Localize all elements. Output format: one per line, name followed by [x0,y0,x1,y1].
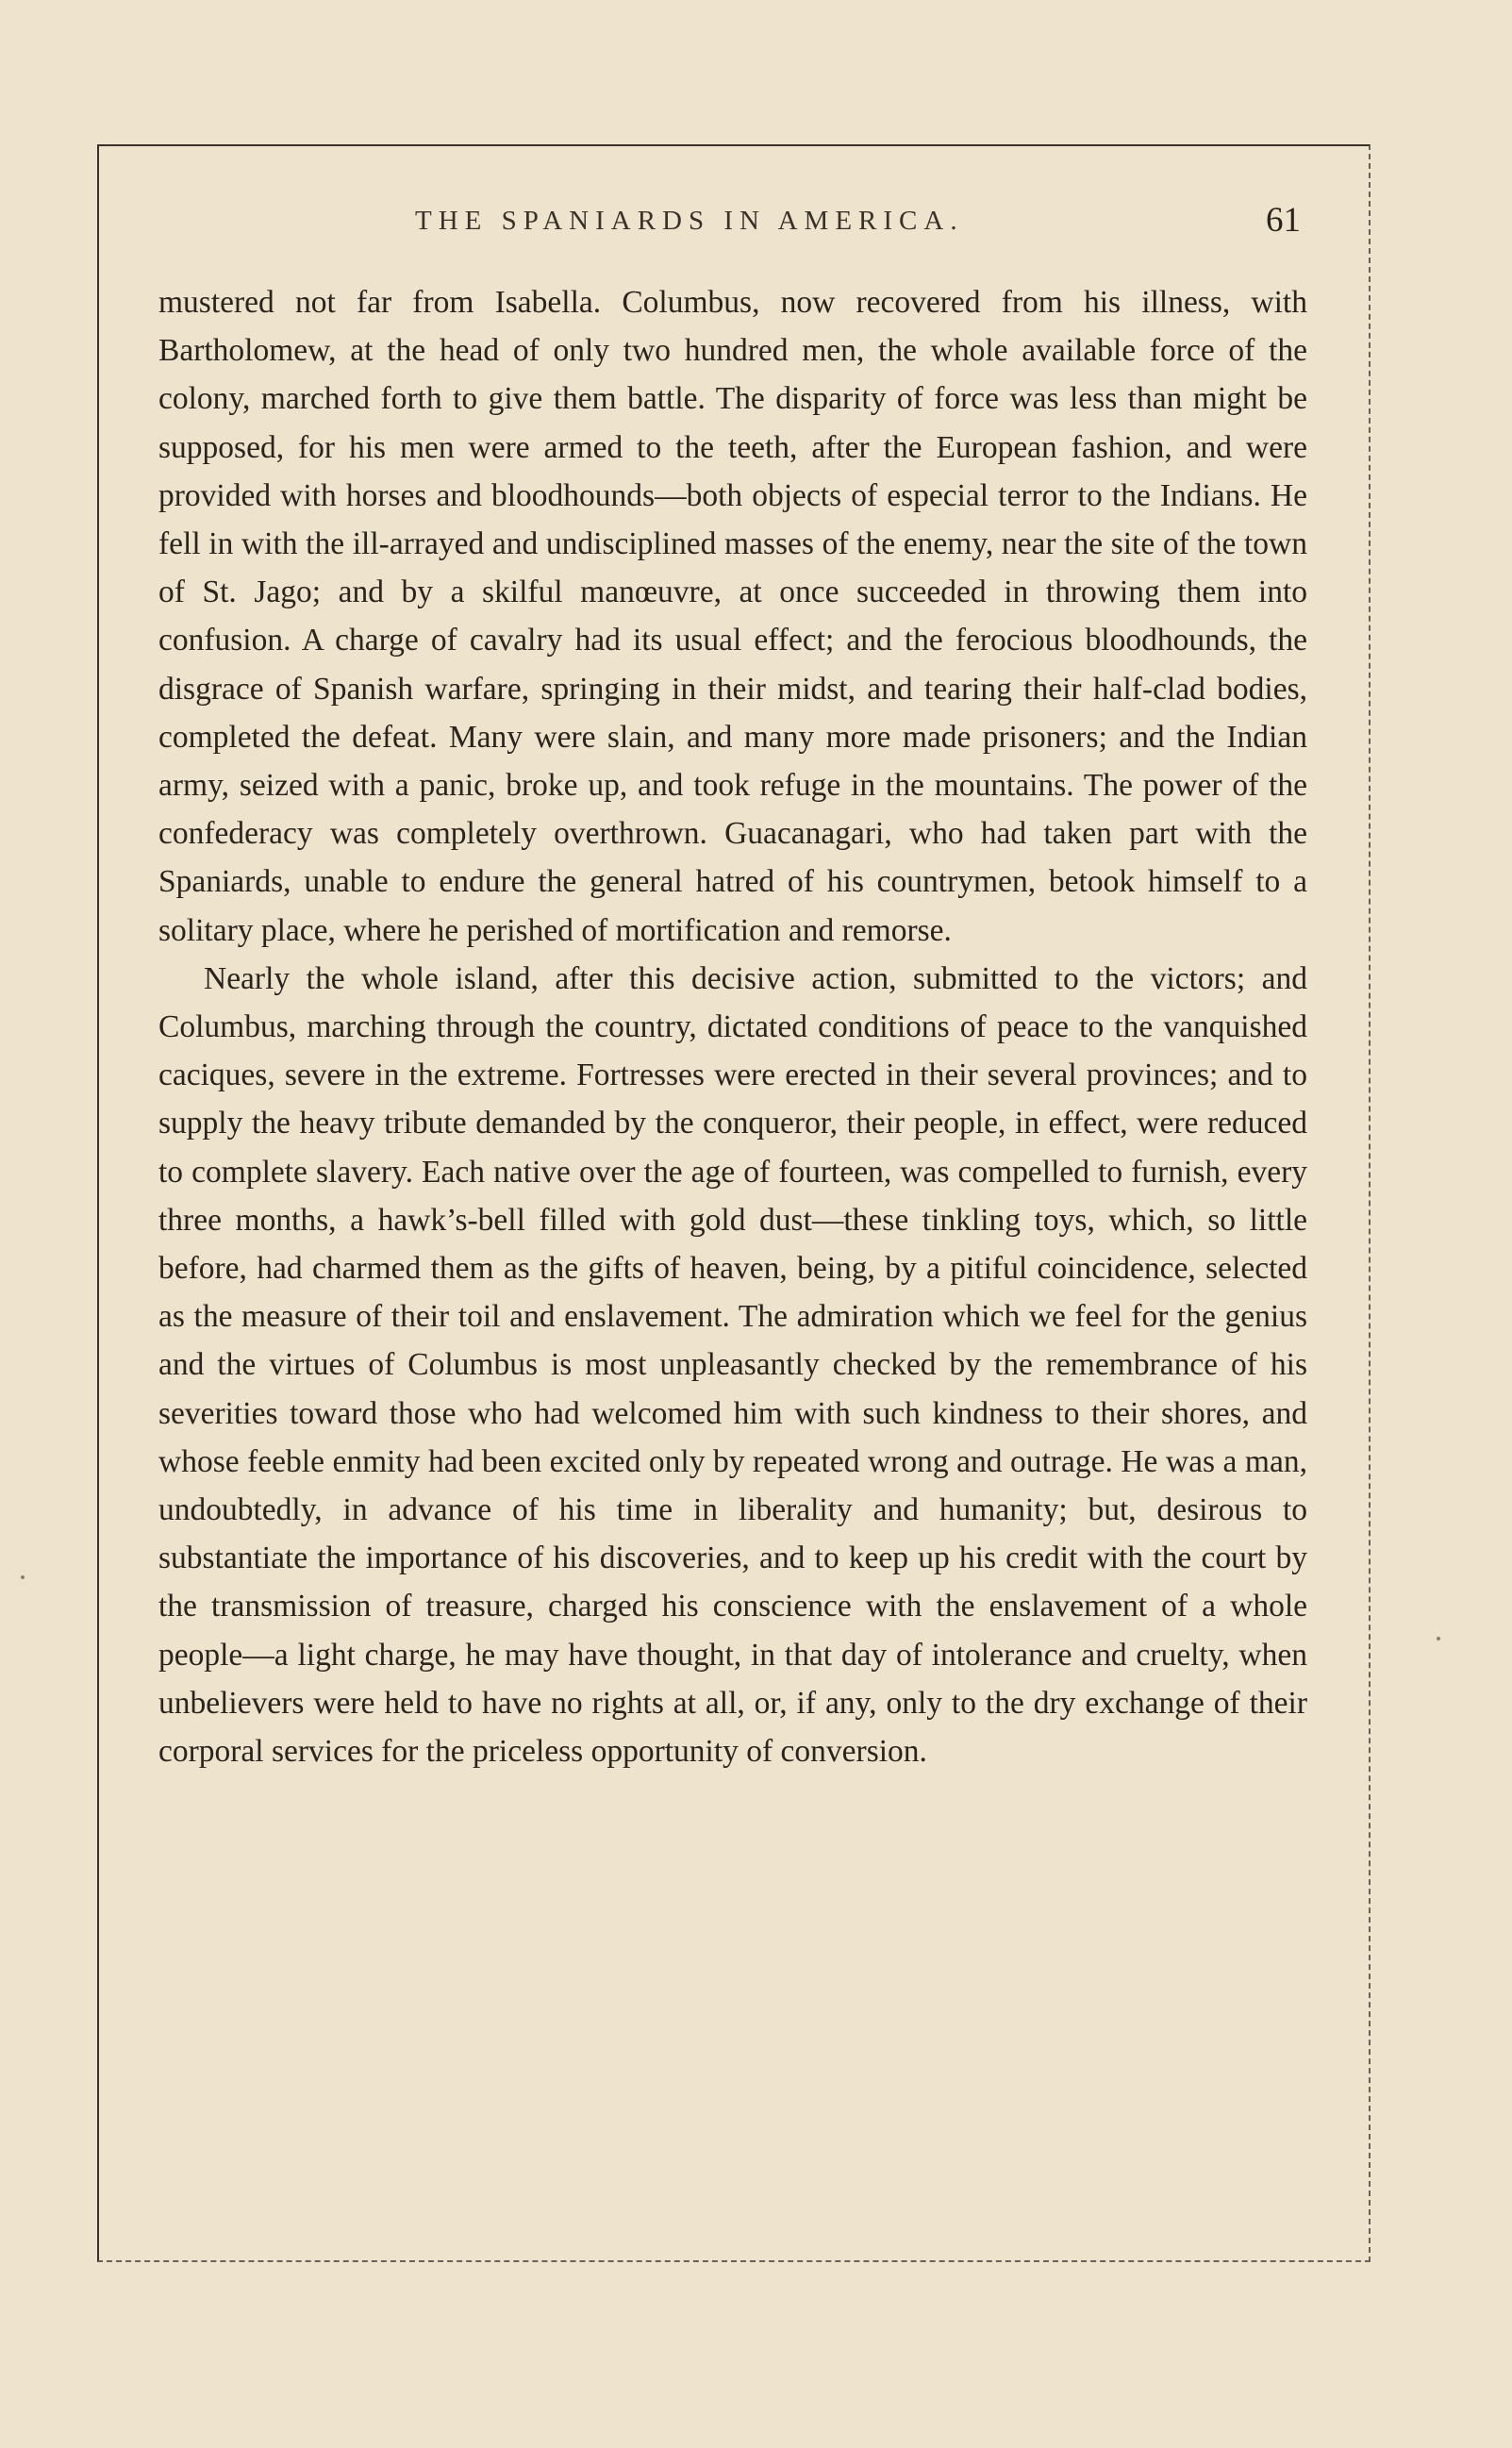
running-head: THE SPANIARDS IN AMERICA. [415,206,964,236]
ink-speck [21,1575,25,1579]
body-text [158,278,1307,1775]
paragraph-2: Nearly the whole island, after this decisive action, submitted to the victors; and Columbus, marching through the country, dictated conditions of peace to the vanquished caciques, severe in the extreme. Fortresses were erected in their several provinces; and to supply the heavy tribute demanded by the conqueror, their people, in effect, were reduced to complete slavery. Each native over the age of fourteen, was compelled to furnish, every three months, a hawk’s-bell filled with gold dust—these tinkling toys, which, so little before, had charmed them as the gifts of heaven, being, by a pitiful coincidence, selected as the measure of their toil and enslavement. The admiration which we feel for the genius and the virtues of Columbus is most unpleasantly checked by the remembrance of his severities toward those who had welcomed him with such kindness to their shores, and whose feeble enmity had been excited only by repeated wrong and outrage. He was a man, undoubtedly, in advance of his time in liberality and humanity; but, desirous to substantiate the importance of his discoveries, and to keep up his credit with the court by the transmission of treasure, charged his conscience with the enslavement of a whole people—a light charge, he may have thought, in that day of intolerance and cruelty, when unbelievers were held to have no rights at all, or, if any, only to the dry exchange of their corporal services for the priceless opportunity of conversion. [158,960,1307,1770]
page-number: 61 [1266,201,1301,240]
paragraph-1: mustered not far from Isabella. Columbus, now recovered from his illness, with Bartholomew, at the head of only two hundred men, the whole available force of the colony, marched forth to give them battle. The disparity of force was less than might be supposed, for his men were armed to the teeth, after the European fashion, and were provided with horses and bloodhounds—both objects of especial terror to the Indians. He fell in with the ill-arrayed and undisciplined masses of the enemy, near the site of the town of St. Jago; and by a skilful manœuvre, at once succeeded in throwing them into confusion. A charge of cavalry had its usual effect; and the ferocious bloodhounds, the disgrace of Spanish warfare, springing in their midst, and tearing their half-clad bodies, completed the defeat. Many were slain, and many more made prisoners; and the Indian army, seized with a panic, broke up, and took refuge in the mountains. The power of the confederacy was completely overthrown. Guacanagari, who had taken part with the Spaniards, unable to endure the general hatred of his countrymen, betook himself to a solitary place, where he perished of mortification and remorse. [158,285,1307,948]
ink-speck [1437,1637,1440,1640]
